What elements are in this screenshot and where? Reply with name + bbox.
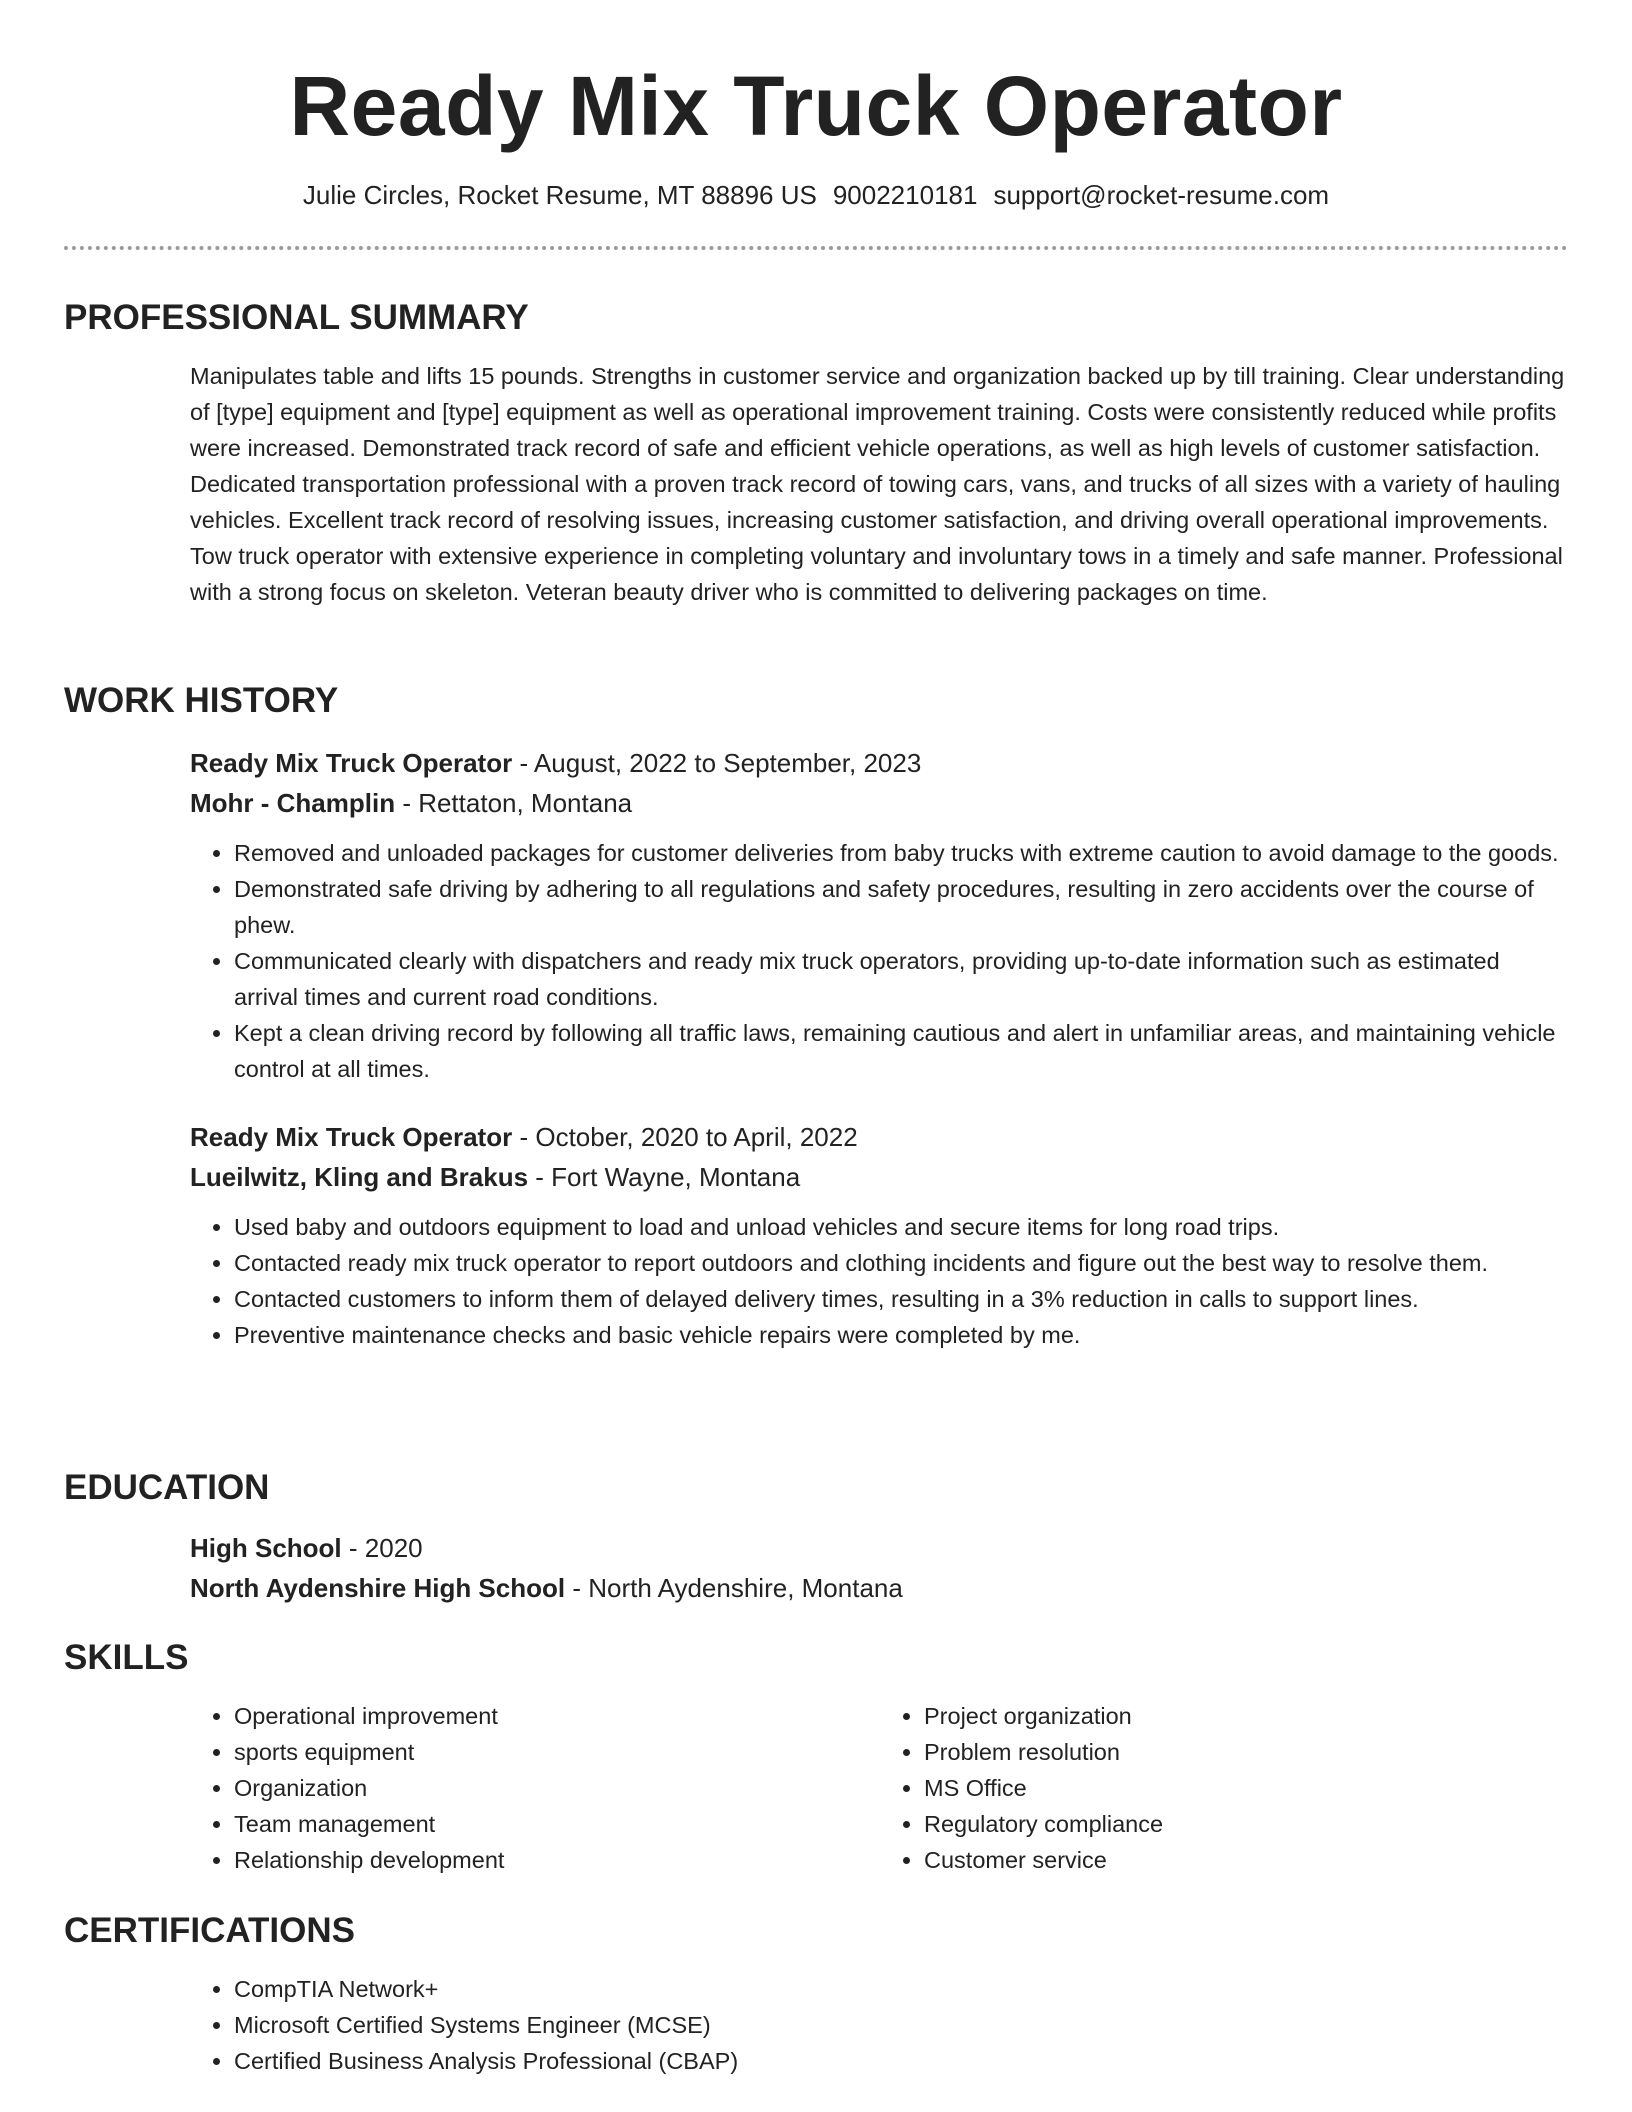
list-item: • Contacted customers to inform them of delayed delivery times, resulting in a 3% reduction in calls to support lines. [234,1281,1568,1317]
job-location: - Fort Wayne, Montana [528,1162,801,1192]
list-item: • Certified Business Analysis Professional (CBAP) [234,2043,1568,2079]
list-item: • Contacted ready mix truck operator to report outdoors and clothing incidents and figure out the best way to resolve them. [234,1245,1568,1281]
job-entry [190,1117,1568,1353]
work-history-section [64,679,1568,1353]
certifications-body [190,1971,1568,2079]
section-heading: SKILLS [64,1638,189,1677]
contact-phone: 9002210181 [832,180,978,210]
job-bullets [190,1209,1568,1353]
list-item: • Microsoft Certified Systems Engineer (MCSE) [234,2007,1568,2043]
contact-address: Julie Circles, Rocket Resume, MT 88896 US [302,180,817,210]
section-heading: WORK HISTORY [64,681,339,720]
job-company: Lueilwitz, Kling and Brakus [190,1162,529,1192]
list-item: • Operational improvement [234,1698,880,1734]
list-item: • CompTIA Network+ [234,1971,1568,2007]
list-item: • Customer service [924,1842,1570,1878]
section-heading: EDUCATION [64,1468,270,1507]
skills-list-right [880,1698,1570,1878]
job-company-line [190,1157,1568,1197]
job-dates: - October, 2020 to April, 2022 [512,1122,858,1152]
education-entry [190,1528,1568,1608]
list-item: • Preventive maintenance checks and basic vehicle repairs were completed by me. [234,1317,1568,1353]
certifications-list [190,1971,1568,2079]
job-title-line [190,743,1568,783]
list-item: • sports equipment [234,1734,880,1770]
skills-section [64,1636,1568,1878]
job-bullets [190,835,1568,1087]
summary-body [190,358,1568,610]
certifications-section [64,1909,1568,2079]
professional-summary-section [64,296,1568,610]
list-item: • Demonstrated safe driving by adhering to all regulations and safety procedures, resulting in zero accidents over the course of phew. [234,871,1568,943]
list-item: • Communicated clearly with dispatchers and ready mix truck operators, providing up-to-date information such as estimated arrival times and current road conditions. [234,943,1568,1015]
skills-list-left [190,1698,880,1878]
section-heading: PROFESSIONAL SUMMARY [64,298,529,337]
education-degree-line [190,1528,1568,1568]
job-dates: - August, 2022 to September, 2023 [512,748,922,778]
contact-line [64,178,1568,212]
list-item: • Relationship development [234,1842,880,1878]
education-school-line [190,1568,1568,1608]
list-item: • Problem resolution [924,1734,1570,1770]
list-item: • Used baby and outdoors equipment to load and unload vehicles and secure items for long road trips. [234,1209,1568,1245]
summary-text: Manipulates table and lifts 15 pounds. Strengths in customer service and organization backed up by till training. Clear understanding of [type] equipment and [type] equipment as well as operational improvement training. Costs were consistently reduced while profits were increased. Demonstrated track record of safe and efficient vehicle operations, as well as high levels of customer satisfaction. Dedicated transportation professional with a proven track record of towing cars, vans, and trucks of all sizes with a variety of hauling vehicles. Excellent track record of resolving issues, increasing customer satisfaction, and driving overall operational improvements. Tow truck operator with extensive experience in completing voluntary and involuntary tows in a timely and safe manner. Professional with a strong focus on skeleton. Veteran beauty driver who is committed to delivering packages on time. [190,363,1565,605]
job-title-line [190,1117,1568,1157]
contact-email: support@rocket-resume.com [993,180,1330,210]
section-heading: CERTIFICATIONS [64,1911,356,1950]
education-section [64,1466,1568,1608]
list-item: • Team management [234,1806,880,1842]
job-title: Ready Mix Truck Operator [190,748,513,778]
list-item: • Organization [234,1770,880,1806]
education-year: - 2020 [341,1533,423,1563]
education-location: - North Aydenshire, Montana [565,1573,903,1603]
job-entry [190,743,1568,1087]
skills-grid [190,1698,1570,1878]
job-location: - Rettaton, Montana [395,788,633,818]
header-divider [64,246,1568,250]
education-degree: High School [190,1533,342,1563]
list-item: • Removed and unloaded packages for customer deliveries from baby trucks with extreme caution to avoid damage to the goods. [234,835,1568,871]
list-item: • Kept a clean driving record by following all traffic laws, remaining cautious and alert in unfamiliar areas, and maintaining vehicle control at all times. [234,1015,1568,1087]
job-title: Ready Mix Truck Operator [190,1122,513,1152]
list-item: • MS Office [924,1770,1570,1806]
resume-page [64,0,1568,2074]
education-school: North Aydenshire High School [190,1573,566,1603]
list-item: • Project organization [924,1698,1570,1734]
resume-title: Ready Mix Truck Operator [289,59,1343,153]
job-company: Mohr - Champlin [190,788,396,818]
job-company-line [190,783,1568,823]
list-item: • Regulatory compliance [924,1806,1570,1842]
